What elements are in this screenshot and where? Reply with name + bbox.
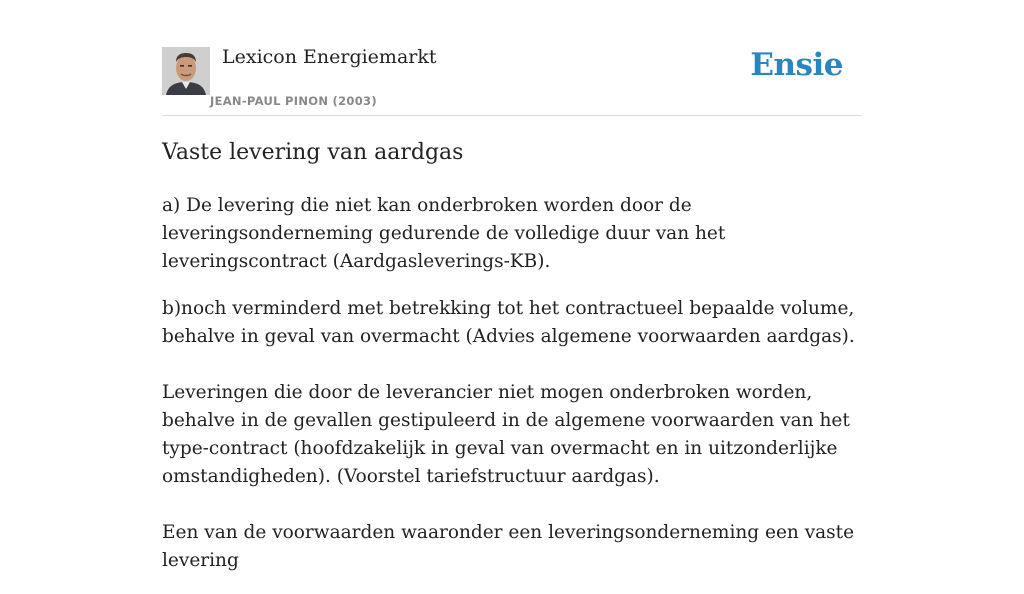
portrait-image <box>162 47 210 95</box>
header <box>162 0 862 116</box>
author-name: JEAN-PAUL PINON (2003) <box>210 94 377 108</box>
definition-paragraph: a) De levering die niet kan onderbroken worden door de leveringsonderneming gedurende de volledige duur van het leveringscontract (Aardgasleverings-KB). <box>162 195 726 272</box>
definition-paragraph: Een van de voorwaarden waaronder een leveringsonderneming een vaste levering <box>162 522 855 571</box>
definition-paragraph: b)noch verminderd met betrekking tot het contractueel bepaalde volume, behalve in geval van overmacht (Advies algemene voorwaarden aardgas). <box>162 298 855 347</box>
page <box>162 0 862 571</box>
author-avatar[interactable] <box>162 47 210 95</box>
definition-body <box>162 192 862 594</box>
ensie-logo-link[interactable]: Ensie <box>750 47 843 83</box>
definition-paragraph: Leveringen die door de leverancier niet mogen onderbroken worden, behalve in de gevallen gestipuleerd in de algemene voorwaarden van het type-contract (hoofdzakelijk in geval van overmacht en in uitzonderlijke omstandigheden). (Voorstel tariefstructuur aardgas). <box>162 382 850 487</box>
lexicon-title-link[interactable]: Lexicon Energiemarkt <box>222 46 437 68</box>
term-title: Vaste levering van aardgas <box>162 140 464 165</box>
